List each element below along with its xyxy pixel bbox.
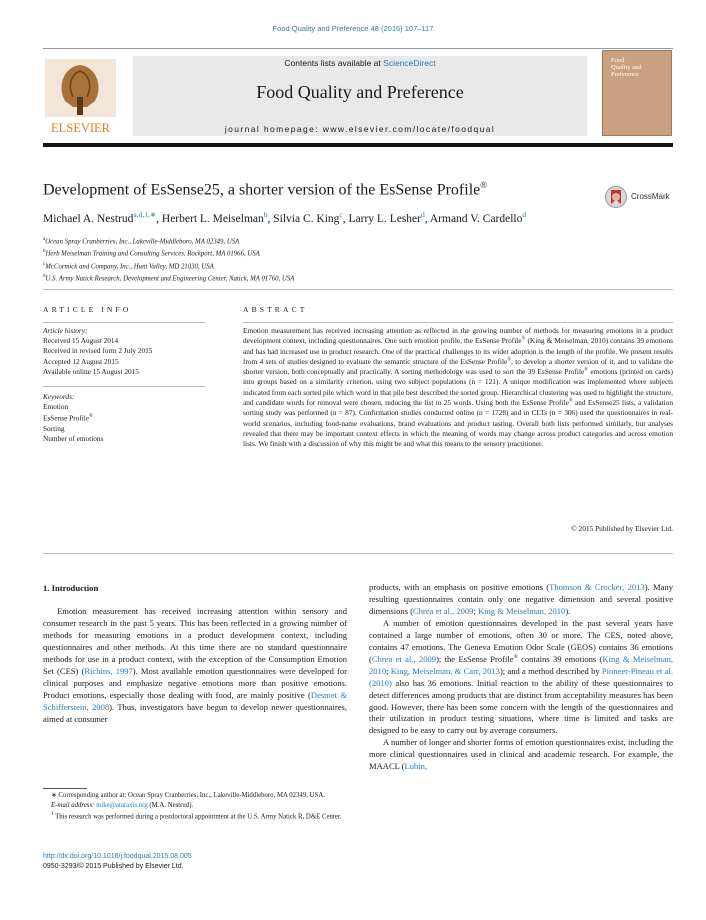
journal-cover-thumbnail[interactable] — [602, 50, 672, 136]
citation-link[interactable]: King & Meiselman, 2010 — [369, 653, 673, 676]
keyword: EsSense Profile® — [43, 413, 93, 423]
affiliation-text: McCormick and Company, Inc., Hunt Valley, MD 21030, USA — [45, 263, 214, 271]
affiliation — [43, 247, 294, 259]
author-affil-ref[interactable]: a,d,1,∗ — [133, 210, 157, 219]
article-title-text: Development of EsSense25, a shorter version of the EsSense Profile — [43, 181, 481, 199]
author-name: Michael A. Nestrud — [43, 212, 134, 225]
keyword-list — [43, 402, 103, 444]
author-affil-ref[interactable]: b — [263, 210, 268, 219]
keyword: Sorting — [43, 424, 65, 434]
affiliation-text: Herb Meiselman Training and Consulting Services, Rockport, MA 01966, USA — [45, 250, 260, 258]
author-affil-ref[interactable]: d — [522, 210, 527, 219]
citation-link[interactable]: King, Meiselman, & Carr, 2013 — [390, 665, 500, 676]
affiliation-rule — [43, 289, 673, 290]
history-list — [43, 336, 152, 377]
footnote: E-mail address: mike@ataraxis.org (M.A. Nestrud). — [51, 801, 194, 809]
elsevier-wordmark: ELSEVIER — [50, 121, 111, 135]
crossmark-icon — [604, 185, 628, 209]
keywords — [43, 392, 103, 444]
article-title — [43, 180, 487, 199]
affiliation-text: Ocean Spray Cranberries, Inc., Lakeville-Middleboro, MA 02349, USA — [45, 238, 240, 246]
journal-reference[interactable]: Food Quality and Preference 48 (2016) 107–117 — [272, 24, 434, 33]
contents-prefix: Contents lists available at — [284, 58, 381, 68]
author-affil-ref[interactable]: d — [420, 210, 425, 219]
crossmark-badge[interactable] — [604, 185, 674, 209]
keywords-rule — [43, 386, 205, 387]
history-entry: Received in revised form 2 July 2015 — [43, 346, 153, 356]
registered-mark: ® — [480, 180, 488, 190]
author-name: Armand V. Cardello — [429, 212, 523, 225]
affiliation — [43, 235, 294, 247]
keyword: Number of emotions — [43, 434, 104, 444]
citation-link[interactable]: Thomson & Crocker, 2013 — [549, 582, 645, 592]
journal-homepage[interactable]: journal homepage: www.elsevier.com/locate/foodqual — [224, 124, 496, 134]
author-list: Michael A. Nestrud$^{a,d,1,∗}$, Herbert L. Meiselman$^b$, Silvia C. King$^c$, Larry L. Lesher$^d$, Armand V. Cardello$^d$ — [43, 210, 527, 225]
body-left-column — [43, 606, 347, 726]
affiliation-key: c — [43, 261, 46, 267]
journal-title: Food Quality and Preference — [256, 82, 464, 102]
body-paragraph: A number of longer and shorter forms of emotion questionnaires exist, including the more clinical questionnaires used in clinical and academic research. For example, the MAACL (Lubin, — [369, 737, 673, 772]
citation-link[interactable]: Pioneer-Pineau et al. (2010) — [369, 665, 673, 688]
keywords-label: Keywords: — [43, 392, 75, 401]
footnote: $^1$ This research was performed during a postdoctoral appointment at the U.S. Army Natick R, D&E Center. — [51, 812, 342, 821]
citation-link[interactable]: King & Meiselman, 2010 — [477, 605, 566, 616]
history-entry: Accepted 12 August 2015 — [43, 356, 119, 366]
affiliation-key: b — [43, 249, 46, 255]
top-rule — [43, 48, 673, 49]
affiliation-key: d — [43, 274, 46, 280]
citation-link[interactable]: Chrea et al., 2009 — [371, 653, 437, 664]
history-entry: Available online 15 August 2015 — [43, 366, 139, 376]
header-rule — [43, 143, 673, 147]
citation-link[interactable]: Chrea et al., 2009 — [412, 605, 474, 616]
footnotes — [43, 791, 347, 822]
article-info-heading: ARTICLE INFO — [43, 305, 132, 314]
footnote-rule — [43, 788, 87, 789]
elsevier-logo — [43, 57, 118, 137]
author-name: Larry L. Lesher — [348, 212, 421, 225]
affiliation — [43, 272, 294, 284]
doi-block — [43, 852, 192, 872]
crossmark-label: CrossMark — [631, 192, 670, 201]
section-heading: 1. Introduction — [43, 583, 99, 593]
abstract-text: Emotion measurement has received increasing attention as reflected in the growing number of methods for measuring emotions in a product development context, including questionnaires. One such emotion profile, the EsSense Profile® (King & Meiselman, 2010) contains 39 emotions and has had increased use in product research. One of the practical challenges to its wider adoption is the length of the profile. We present results from 4 sets of studies designed to evaluate the semantic structure of the EsSense Profile®, to develop a shorter version of it, and to validate the shorter version, both conceptually and practically. A sorting methodology was used to sort the 39 EsSense Profile® emotions (printed on cards) into groups based on a similarity criterion, using two subject populations (n = 121). A unique modification was implemented where subjects indicated from each sorted pile which word in that pile best described the sorted group. Hierarchical clustering was used to highlight the structure, and candidate words for removal were chosen, reducing the list to 25 words. Using both the EsSense Profile® and EsSense25 lists, a validation sorting study was performed (n = 87). Confirmation studies conducted online (n = 1728) and in CLTs (n = 306) used the questionnaires in real-world scenarios, including food-name evaluations, brand evaluations and product tasting. Overall both lists performed similarly, but analyses revealed that there may be important context effects in which the meaning of words may change across product categories and across emotion lists. We finish with a discussion of why this might be and what this means to the sensory practitioner. — [243, 326, 673, 449]
sciencedirect-link[interactable]: ScienceDirect — [383, 58, 436, 68]
article-info-rule — [43, 322, 205, 323]
affiliation-key: a — [43, 237, 46, 242]
copyright-line: © 2015 Published by Elsevier Ltd. — [571, 524, 673, 533]
body-rule — [43, 553, 673, 554]
author-affil-ref[interactable]: c — [339, 210, 343, 219]
email-link[interactable]: mike@ataraxis.org — [96, 801, 148, 809]
author-name: Herbert L. Meiselman — [161, 212, 264, 225]
citation-link[interactable]: Desmet & Schifferstein, 2008 — [43, 689, 347, 712]
footnote: ∗ Corresponding author at: Ocean Spray Cranberries, Inc., Lakeville-Middleboro, MA 02349, USA. — [51, 792, 325, 799]
citation-link[interactable]: Lubin, — [404, 761, 428, 772]
body-right-column — [369, 582, 673, 773]
citation-link[interactable]: Richins, 1997 — [84, 665, 133, 676]
history-entry: Received 15 August 2014 — [43, 336, 119, 346]
abstract-heading: ABSTRACT — [243, 305, 308, 314]
contents-line — [133, 58, 587, 68]
keyword: Emotion — [43, 402, 69, 412]
doi-link[interactable]: http://dx.doi.org/10.1016/j.foodqual.2015.08.005 — [43, 853, 192, 860]
affiliation — [43, 260, 294, 272]
affiliation-text: U.S. Army Natick Research, Development and Engineering Center, Natick, MA 01760, USA — [45, 275, 295, 283]
body-paragraph: Emotion measurement has received increasing attention within sensory and consumer research in the past 5 years. This has been reflected in a growing number of methods for measuring emotions in a product development context, including questionnaires and other methods. At this time there are no standard questionnaire methods for use in a product context, with the exception of the Consumption Emotion Set (CES) (Richins, 1997). Most available emotion questionnaires were developed for clinical purposes and emphasize negative emotions more than positive emotions. Product emotions, especially those dealing with food, are mainly positive (Desmet & Schifferstein, 2008). Thus, investigators have begun to develop newer questionnaires, aimed at consumer — [43, 606, 347, 724]
affiliations — [43, 235, 294, 285]
body-paragraph: products, with an emphasis on positive emotions (Thomson & Crocker, 2013). Many resulting questionnaires contain only one negative dimension and several positive dimensions (Chrea et al., 2009; King & Meiselman, 2010). — [369, 582, 673, 616]
history-label: Article history: — [43, 326, 88, 335]
abstract-rule — [243, 322, 673, 323]
cover-title: Food Quality and Preference — [611, 57, 642, 78]
body-paragraph: A number of emotion questionnaires developed in the past several years have contained a large number of emotions, often 30 or more. The CES, noted above, contains 47 emotions. The Geneva Emotion Odor Scale (GEOS) contains 36 emotions (Chrea et al., 2009); the EsSense Profile® contains 39 emotions (King & Meiselman, 2010; King, Meiselman, & Carr, 2013); and a method described by Pioneer-Pineau et al. (2010) also has 36 emotions. Initial reaction to the ability of these questionnaires to detect differences among products that are distinct from acceptability measures has been good. However, there has been some concern with the length of the questionnaires and their utilization in product testing situations, where time is limited and tasks are designed to be easy to carry out by average consumers. — [369, 617, 673, 736]
article-history — [43, 326, 152, 377]
issn-line: 0950-3293/© 2015 Published by Elsevier Ltd. — [43, 863, 184, 870]
author-name: Silvia C. King — [273, 212, 340, 225]
